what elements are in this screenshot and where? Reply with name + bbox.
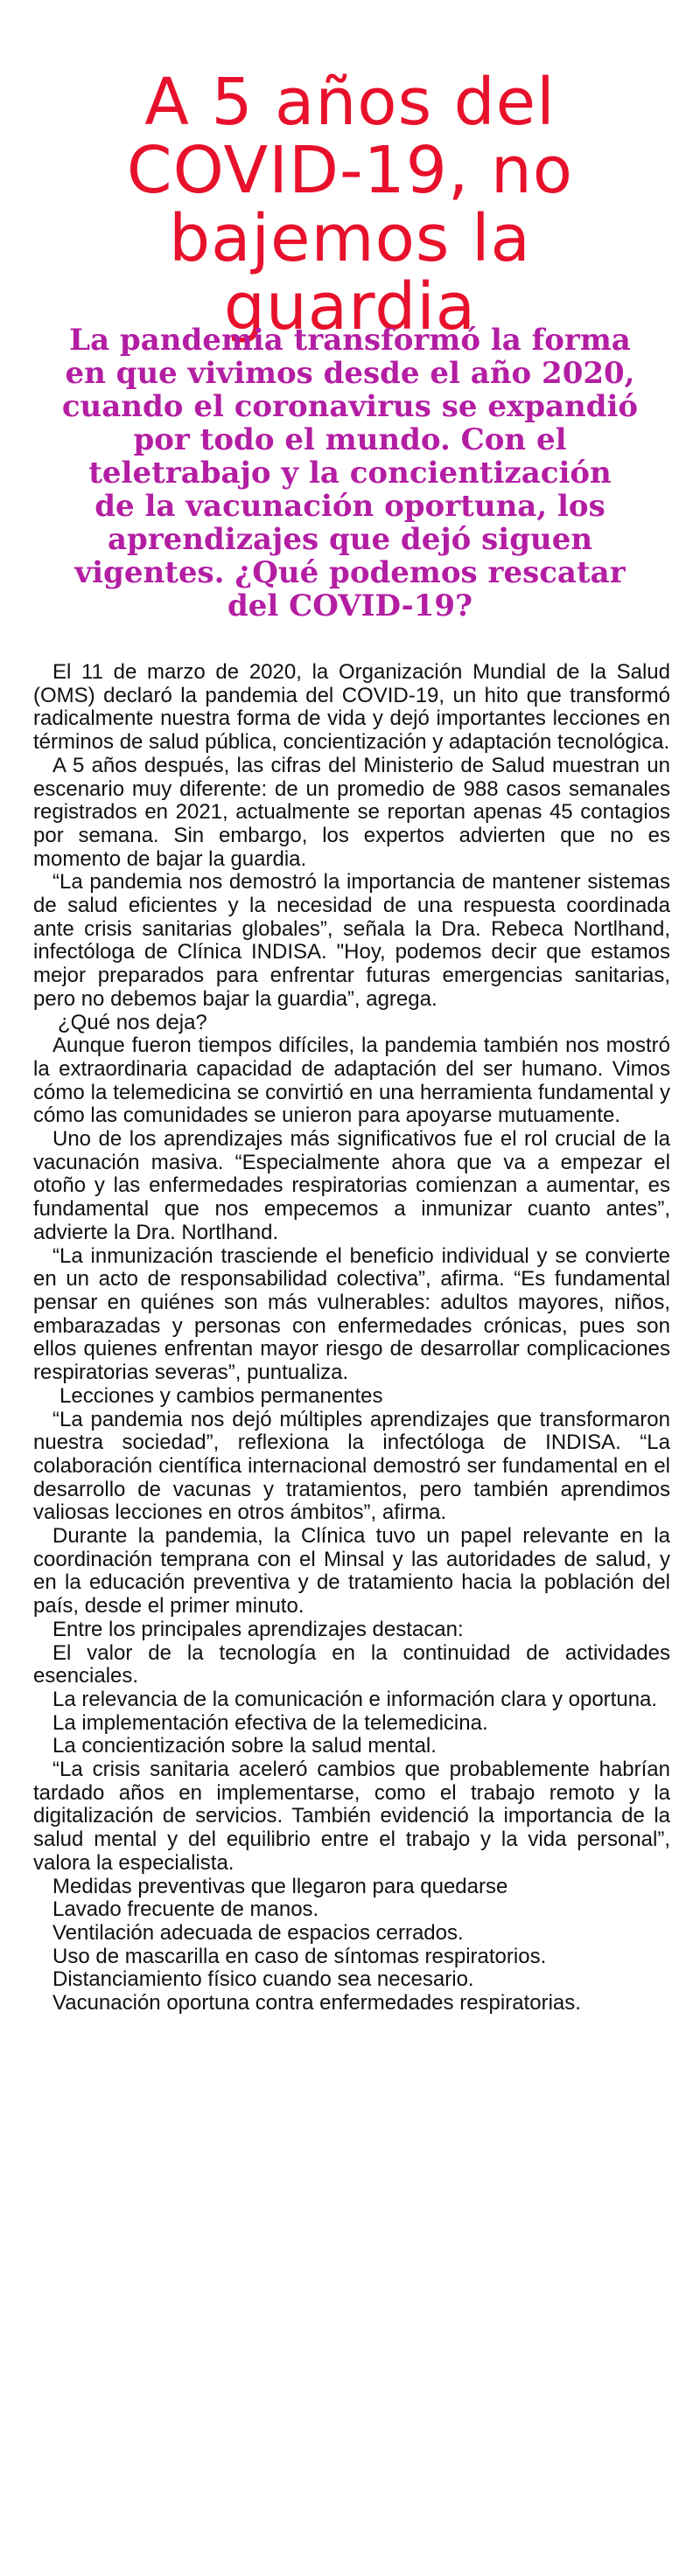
list-item: Lavado frecuente de manos. xyxy=(52,1897,319,1922)
body-paragraph: El 11 de marzo de 2020, la Organización Mundial de la Salud (OMS) declaró la pandemia del COVID-19, un hito que transformó radicalmente nuestra forma de vida y dejó importantes lecciones en términos de salud pública, concientización y adaptación tecnológica. xyxy=(33,660,670,755)
deck-line: teletrabajo y la concientización xyxy=(88,456,612,491)
list-item: La implementación efectiva de la telemedicina. xyxy=(52,1710,488,1735)
body-paragraph: Durante la pandemia, la Clínica tuvo un papel relevante en la coordinación temprana con el Minsal y las autoridades de salud, y en la educación preventiva y de tratamiento hacia la población del país, desde el primer minuto. xyxy=(33,1524,670,1619)
deck-line: La pandemia transformó la forma xyxy=(69,323,631,358)
deck-line: de la vacunación oportuna, los xyxy=(94,489,606,524)
deck-line: cuando el coronavirus se expandió xyxy=(61,389,639,424)
headline-line: bajemos la xyxy=(169,200,531,276)
body-paragraph: “La inmunización trasciende el beneficio individual y se convierte en un acto de responsabilidad colectiva”, afirma. “Es fundamental pensar en quiénes son más vulnerables: adultos mayores, niños, embarazadas y personas con enfermedades crónicas, pues son ellos quienes enfrentan mayor riesgo de desarrollar complicaciones respiratorias severas”, puntualiza. xyxy=(33,1243,670,1385)
deck-line: aprendizajes que dejó siguen xyxy=(107,522,593,557)
body-paragraph: Uno de los aprendizajes más significativos fue el rol crucial de la vacunación masiva. “Especialmente ahora que va a empezar el otoño y las enfermedades respiratorias comienzan a aumentar, es fundamental que nos empecemos a inmunizar cuanto antes”, advierte la Dra. Nortlhand. xyxy=(33,1127,670,1244)
list-item: Uso de mascarilla en caso de síntomas respiratorios. xyxy=(52,1944,547,1968)
deck-line: por todo el mundo. Con el xyxy=(133,422,567,457)
body-paragraph: “La pandemia nos demostró la importancia de mantener sistemas de salud eficientes y la necesidad de una respuesta coordinada ante crisis sanitarias globales”, señala la Dra. Rebeca Nortlhand, infectóloga de Clínica INDISA. "Hoy, podemos decir que estamos mejor preparados para enfrentar futuras emergencias sanitarias, pero no debemos bajar la guardia”, agrega. xyxy=(33,870,670,1011)
headline-line: COVID-19, no xyxy=(126,132,574,208)
list-item: Distanciamiento físico cuando sea necesario. xyxy=(52,1967,474,1992)
article-body xyxy=(33,661,670,2016)
list-item: La concientización sobre la salud mental. xyxy=(52,1734,437,1758)
body-paragraph: “La crisis sanitaria aceleró cambios que probablemente habrían tardado años en implementarse, como el trabajo remoto y la digitalización de servicios. También evidenció la importancia de la salud mental y del equilibrio entre el trabajo y la vida personal”, valora la especialista. xyxy=(33,1758,670,1875)
body-paragraph: Aunque fueron tiempos difíciles, la pandemia también nos mostró la extraordinaria capacidad de adaptación del ser humano. Vimos cómo la telemedicina se convirtió en una herramienta fundamental y cómo las comunidades se unieron para apoyarse mutuamente. xyxy=(33,1034,670,1128)
body-paragraph: “La pandemia nos dejó múltiples aprendizajes que transformaron nuestra sociedad”, reflexiona la infectóloga de INDISA. “La colaboración científica internacional demostró ser fundamental en el desarrollo de vacunas y tratamientos, pero también aprendimos valiosas lecciones en otros ámbitos”, afirma. xyxy=(33,1407,670,1525)
article-deck xyxy=(35,324,665,623)
list-item: Vacunación oportuna contra enfermedades respiratorias. xyxy=(52,1991,581,2016)
headline-line: A 5 años del xyxy=(144,64,556,140)
section-subhead: ¿Qué nos deja? xyxy=(58,1010,207,1034)
deck-line: del COVID-19? xyxy=(228,588,472,623)
headline-line: guardia xyxy=(223,268,477,345)
body-paragraph: Entre los principales aprendizajes destacan: xyxy=(52,1617,464,1641)
section-subhead: Lecciones y cambios permanentes xyxy=(60,1383,383,1408)
list-item: El valor de la tecnología en la continuidad de actividades esenciales. xyxy=(33,1640,670,1688)
section-subhead: Medidas preventivas que llegaron para quedarse xyxy=(52,1874,508,1898)
article-headline xyxy=(52,64,648,345)
body-paragraph: A 5 años después, las cifras del Ministerio de Salud muestran un escenario muy diferente: de un promedio de 988 casos semanales registrados en 2021, actualmente se reportan apenas 45 contagios por semana. Sin embargo, los expertos advierten que no es momento de bajar la guardia. xyxy=(33,753,670,871)
list-item: Ventilación adecuada de espacios cerrados. xyxy=(52,1920,464,1945)
list-item: La relevancia de la comunicación e información clara y oportuna. xyxy=(52,1687,658,1711)
deck-line: vigentes. ¿Qué podemos rescatar xyxy=(74,555,626,590)
deck-line: en que vivimos desde el año 2020, xyxy=(65,356,635,391)
